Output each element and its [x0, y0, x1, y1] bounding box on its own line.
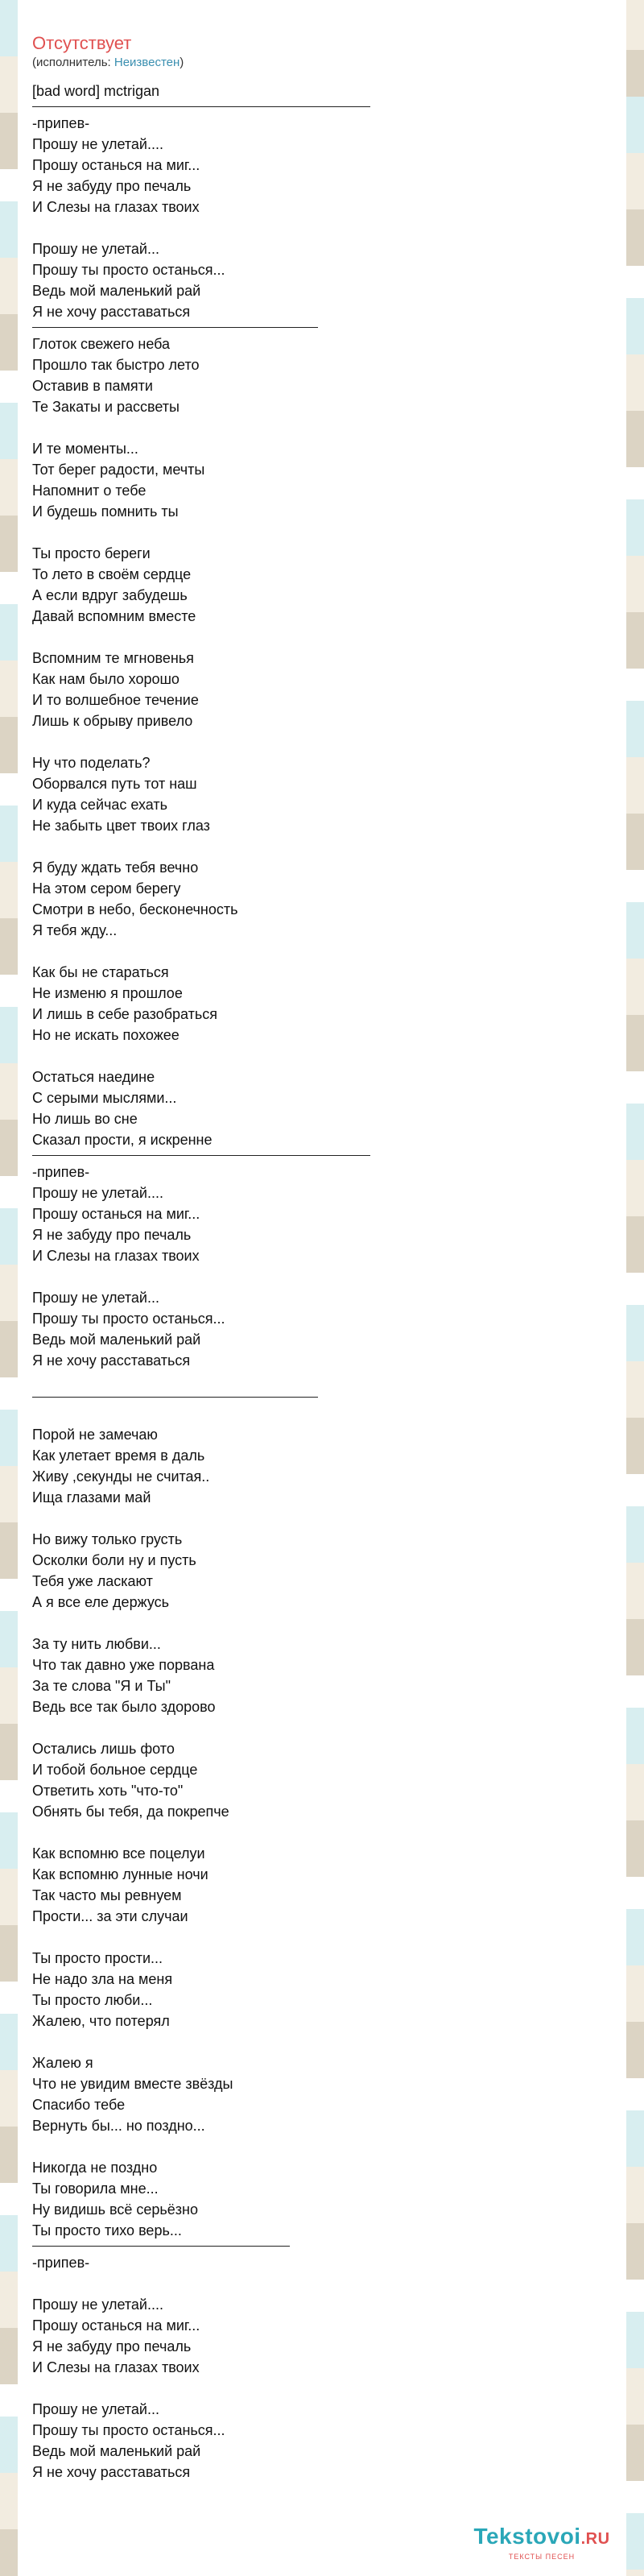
- right-decor-strip: [626, 0, 644, 2576]
- stanza-gap: [32, 2031, 612, 2052]
- lyric-line: Но не искать похожее: [32, 1027, 180, 1043]
- lyric-line: Те Закаты и рассветы: [32, 399, 180, 415]
- lyric-line: Осколки боли ну и пусть: [32, 1552, 196, 1568]
- lyric-line: Не надо зла на меня: [32, 1971, 173, 1987]
- lyric-line: Ведь мой маленький рай: [32, 2443, 201, 2459]
- stanza-gap: [32, 522, 612, 543]
- song-title: Отсутствует: [32, 33, 132, 53]
- song-subtitle: [32, 55, 612, 71]
- lyric-line: Смотри в небо, бесконечность: [32, 901, 238, 917]
- lyric-line: Прости... за эти случаи: [32, 1908, 188, 1924]
- lyric-line: И Слезы на глазах твоих: [32, 2359, 200, 2375]
- lyric-line: Давай вспомним вместе: [32, 608, 196, 624]
- lyric-line: Я не хочу расставаться: [32, 1352, 191, 1369]
- lyric-line: Ответить хоть "что-то": [32, 1783, 184, 1799]
- logo-tld: .RU: [580, 2530, 610, 2548]
- section-divider: [32, 1397, 318, 1398]
- lyric-line: Ты говорила мне...: [32, 2180, 159, 2197]
- lyric-line: И то волшебное течение: [32, 692, 199, 708]
- stanza-gap: [32, 217, 612, 238]
- lyric-line: Я тебя жду...: [32, 922, 118, 938]
- lyric-line: Я не хочу расставаться: [32, 304, 191, 320]
- lyric-line: Что не увидим вместе звёзды: [32, 2076, 233, 2092]
- lyric-line: Но вижу только грусть: [32, 1531, 183, 1547]
- stanza-gap: [32, 836, 612, 857]
- lyric-line: Как бы не стараться: [32, 964, 169, 980]
- lyric-line: Так часто мы ревнуем: [32, 1887, 182, 1903]
- lyric-line: Не забыть цвет твоих глаз: [32, 818, 210, 834]
- lyric-line: Прошу не улетай...: [32, 2401, 159, 2417]
- lyric-line: И лишь в себе разобраться: [32, 1006, 217, 1022]
- lyric-line: Прошу не улетай....: [32, 136, 163, 152]
- lyric-line: Ведь все так было здорово: [32, 1699, 216, 1715]
- left-decor-strip: [0, 0, 18, 2576]
- lyric-line: [bad word] mctrigan: [32, 83, 160, 99]
- stanza-gap: [32, 731, 612, 752]
- lyric-line: Ведь мой маленький рай: [32, 283, 201, 299]
- subtitle-prefix: (исполнитель:: [32, 56, 114, 69]
- stanza-gap: [32, 1822, 612, 1843]
- stanza-gap: [32, 417, 612, 438]
- lyric-line: Прошу ты просто останься...: [32, 262, 225, 278]
- lyric-line: Я буду ждать тебя вечно: [32, 859, 199, 876]
- lyric-line: -припев-: [32, 2255, 90, 2271]
- lyric-line: Я не забуду про печаль: [32, 178, 192, 194]
- lyric-line: Прошу останься на миг...: [32, 157, 200, 173]
- lyric-line: И Слезы на глазах твоих: [32, 199, 200, 215]
- song-page: [32, 32, 612, 2483]
- lyric-line: Лишь к обрыву привело: [32, 713, 193, 729]
- logo-name: Tekstovoi: [473, 2524, 581, 2549]
- section-divider: [32, 106, 370, 107]
- lyric-line: Ты просто тихо верь...: [32, 2222, 182, 2238]
- lyric-line: Сказал прости, я искренне: [32, 1132, 213, 1148]
- stanza-gap: [32, 2136, 612, 2157]
- lyric-line: А я все еле держусь: [32, 1594, 169, 1610]
- lyric-line: Оборвался путь тот наш: [32, 776, 197, 792]
- lyric-line: Прошу не улетай....: [32, 2296, 163, 2313]
- lyric-line: За ту нить любви...: [32, 1636, 161, 1652]
- lyric-line: Жалею я: [32, 2055, 93, 2071]
- lyric-line: С серыми мыслями...: [32, 1090, 177, 1106]
- lyric-line: Прошу останься на миг...: [32, 2317, 200, 2334]
- site-logo[interactable]: [456, 2524, 627, 2564]
- lyric-line: Никогда не поздно: [32, 2160, 158, 2176]
- lyric-line: Ты просто люби...: [32, 1992, 153, 2008]
- lyric-line: Тот берег радости, мечты: [32, 462, 205, 478]
- lyric-line: Вернуть бы... но поздно...: [32, 2118, 205, 2134]
- lyrics-body: [32, 81, 612, 2483]
- lyric-line: Как улетает время в даль: [32, 1447, 205, 1464]
- lyric-line: Ты просто прости...: [32, 1950, 163, 1966]
- lyric-line: Порой не замечаю: [32, 1427, 158, 1443]
- lyric-line: Ну что поделать?: [32, 755, 151, 771]
- lyric-line: Глоток свежего неба: [32, 336, 171, 352]
- lyric-line: Ища глазами май: [32, 1489, 151, 1505]
- lyric-line: Я не забуду про печаль: [32, 2338, 192, 2354]
- lyric-line: Прошу не улетай...: [32, 241, 159, 257]
- stanza-gap: [32, 1403, 612, 1424]
- stanza-gap: [32, 2273, 612, 2294]
- lyric-line: Как вспомню все поцелуи: [32, 1845, 205, 1862]
- lyric-line: И куда сейчас ехать: [32, 797, 168, 813]
- lyric-line: И Слезы на глазах твоих: [32, 1248, 200, 1264]
- lyric-line: А если вдруг забудешь: [32, 587, 188, 603]
- lyric-line: Я не забуду про печаль: [32, 1227, 192, 1243]
- logo-wordmark: [456, 2524, 627, 2552]
- lyric-line: Прошу останься на миг...: [32, 1206, 200, 1222]
- stanza-gap: [32, 2378, 612, 2399]
- stanza-gap: [32, 627, 612, 648]
- stanza-gap: [32, 1046, 612, 1066]
- lyric-line: Прошу не улетай...: [32, 1290, 159, 1306]
- logo-tagline: ТЕКСТЫ ПЕСЕН: [508, 2553, 576, 2561]
- stanza-gap: [32, 941, 612, 962]
- section-divider: [32, 327, 318, 328]
- lyric-line: Не изменю я прошлое: [32, 985, 183, 1001]
- lyric-line: И те моменты...: [32, 441, 138, 457]
- lyric-line: За те слова "Я и Ты": [32, 1678, 171, 1694]
- lyric-line: Остались лишь фото: [32, 1741, 175, 1757]
- lyric-line: Прошу ты просто останься...: [32, 2422, 225, 2438]
- lyric-line: И тобой больное сердце: [32, 1762, 198, 1778]
- lyric-line: Жалею, что потерял: [32, 2013, 170, 2029]
- lyric-line: Что так давно уже порвана: [32, 1657, 215, 1673]
- stanza-gap: [32, 1508, 612, 1529]
- stanza-gap: [32, 1371, 612, 1392]
- lyric-line: Оставив в памяти: [32, 378, 153, 394]
- lyric-line: Остаться наедине: [32, 1069, 155, 1085]
- subtitle-suffix: ): [180, 56, 184, 69]
- section-divider: [32, 2246, 290, 2247]
- lyric-line: На этом сером берегу: [32, 880, 181, 897]
- stanza-gap: [32, 1613, 612, 1634]
- stanza-gap: [32, 1927, 612, 1948]
- lyric-line: Ну видишь всё серьёзно: [32, 2201, 198, 2218]
- stanza-gap: [32, 1266, 612, 1287]
- lyric-line: Спасибо тебе: [32, 2097, 126, 2113]
- lyric-line: Напомнит о тебе: [32, 482, 147, 499]
- lyric-line: Ты просто береги: [32, 545, 151, 561]
- lyric-line: Но лишь во сне: [32, 1111, 138, 1127]
- lyric-line: Я не хочу расставаться: [32, 2464, 191, 2480]
- stanza-gap: [32, 1717, 612, 1738]
- lyric-line: -припев-: [32, 115, 90, 131]
- lyric-line: Как вспомню лунные ночи: [32, 1866, 208, 1882]
- lyric-line: Прошу не улетай....: [32, 1185, 163, 1201]
- lyric-line: -припев-: [32, 1164, 90, 1180]
- lyric-line: Ведь мой маленький рай: [32, 1331, 201, 1348]
- lyric-line: Как нам было хорошо: [32, 671, 180, 687]
- lyric-line: То лето в своём сердце: [32, 566, 192, 582]
- lyric-line: И будешь помнить ты: [32, 503, 179, 520]
- lyric-line: Вспомним те мгновенья: [32, 650, 194, 666]
- lyric-line: Живу ,секунды не считая..: [32, 1468, 210, 1485]
- lyric-line: Обнять бы тебя, да покрепче: [32, 1804, 229, 1820]
- artist-link[interactable]: Неизвестен: [114, 56, 180, 69]
- lyric-line: Тебя уже ласкают: [32, 1573, 153, 1589]
- section-divider: [32, 1155, 370, 1156]
- lyric-line: Прошло так быстро лето: [32, 357, 200, 373]
- lyric-line: Прошу ты просто останься...: [32, 1311, 225, 1327]
